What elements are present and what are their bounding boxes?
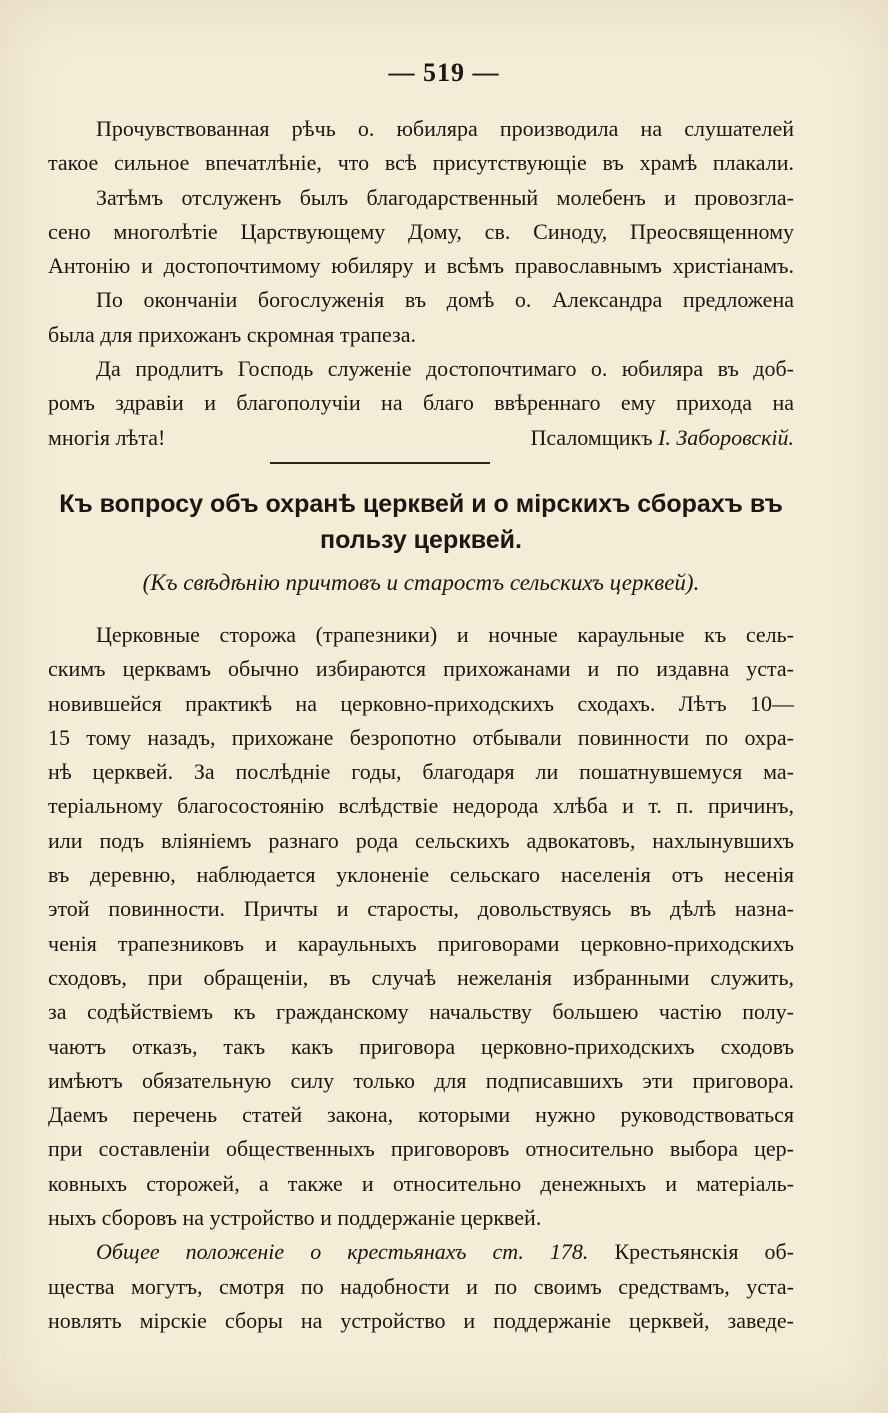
text-line: ныхъ сборовъ на устройство и поддержаніе церквей.: [48, 1205, 542, 1231]
text-line: сходовъ, при обращеніи, въ случаѣ нежеланія избранными служить,: [48, 964, 794, 990]
text-line: По окончаніи богослуженія въ домѣ о. Александра предложена: [96, 287, 794, 313]
text-line: или подъ вліяніемъ разнаго рода сельскихъ адвокатовъ, нахлынувшихъ: [48, 827, 794, 853]
article-body: [48, 618, 794, 1338]
signature: [530, 421, 794, 455]
text-line: скимъ церквамъ обычно избираются прихожанами и по издавна уста-: [48, 656, 794, 682]
signature-role: Псаломщикъ: [530, 424, 653, 450]
article-title-line: пользу церквей.: [320, 526, 522, 554]
text-line: теріальному благосостоянію вслѣдствіе недорода хлѣба и т. п. причинъ,: [48, 793, 794, 819]
text-line: въ деревню, наблюдается уклоненіе сельскаго населенія отъ несенія: [48, 862, 794, 888]
text-line: ченія трапезниковъ и караульныхъ приговорами церковно-приходскихъ: [48, 930, 794, 956]
text-line: Да продлитъ Господь служеніе достопочтимаго о. юбиляра въ доб-: [96, 356, 794, 382]
text-line: чаютъ отказъ, такъ какъ приговора церковно-приходскихъ сходовъ: [48, 1033, 794, 1059]
text-line: Прочувствованная рѣчь о. юбиляра производила на слушателей: [96, 116, 794, 141]
section-divider: [270, 462, 490, 464]
text-line: новившейся практикѣ на церковно-приходскихъ сходахъ. Лѣтъ 10—: [48, 690, 794, 716]
text-line: нѣ церквей. За послѣдніе годы, благодаря ли пошатнувшемуся ма-: [48, 759, 794, 785]
text-line: была для прихожанъ скромная трапеза.: [48, 321, 417, 347]
text-line: сено многолѣтіе Царствующему Дому, св. Синоду, Преосвященному: [48, 218, 794, 244]
signature-name: І. Заборовскій.: [658, 424, 794, 450]
closing-text: многія лѣта!: [48, 424, 166, 450]
page-number: — 519 —: [388, 58, 500, 87]
article-title-line: Къ вопросу объ охранѣ церквей и о мірскихъ сборахъ въ: [59, 490, 783, 518]
text-line: за содѣйствіемъ къ гражданскому начальству большею частію полу-: [48, 999, 794, 1025]
text-line: Затѣмъ отслуженъ былъ благодарственный молебенъ и провозгла-: [96, 184, 794, 210]
text-line: Церковные сторожа (трапезники) и ночные караульные къ сель-: [96, 622, 794, 647]
signature-line: [48, 421, 794, 455]
text-line: Антонію и достопочтимому юбиляру и всѣмъ православнымъ христіанамъ.: [48, 253, 794, 279]
text-line: ковныхъ сторожей, а также и относительно денежныхъ и матеріаль-: [48, 1170, 794, 1196]
text-line: имѣютъ обязательную силу только для подписавшихъ эти приговора.: [48, 1067, 794, 1093]
law-reference: Общее положеніе о крестьянахъ ст. 178.: [96, 1239, 589, 1265]
text-line: Даемъ перечень статей закона, которыми нужно руководствоваться: [48, 1102, 794, 1128]
text-line: щества могутъ, смотря по надобности и по своимъ средствамъ, уста-: [48, 1273, 794, 1299]
text-line: 15 тому назадъ, прихожане безропотно отбывали повинности по охра-: [48, 724, 794, 750]
text-line: при составленіи общественныхъ приговоровъ относительно выбора цер-: [48, 1136, 794, 1162]
text-line: этой повинности. Причты и старосты, довольствуясь въ дѣлѣ назна-: [48, 896, 794, 922]
law-text: Крестьянскія об-: [614, 1239, 795, 1265]
article-subtitle: (Къ свѣдѣнію причтовъ и старостъ сельскихъ церквей).: [142, 570, 700, 595]
text-line: новлять мірскіе сборы на устройство и поддержаніе церквей, заведе-: [48, 1307, 794, 1333]
text-line: ромъ здравіи и благополучіи на благо ввѣреннаго ему прихода на: [48, 390, 794, 416]
intro-block: [48, 112, 794, 455]
article-title: [48, 486, 794, 558]
text-line: такое сильное впечатлѣніе, что всѣ присутствующіе въ храмѣ плакали.: [48, 150, 794, 176]
law-line: [48, 1235, 794, 1269]
